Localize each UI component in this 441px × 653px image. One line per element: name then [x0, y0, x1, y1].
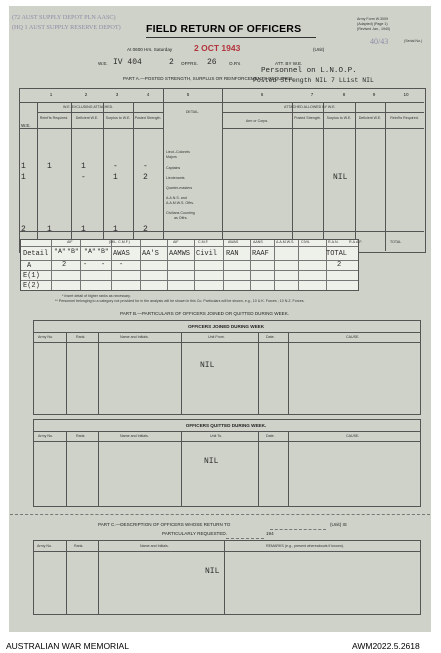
strip-head-aif-2: AIF	[173, 240, 179, 244]
note-1: * Insert detail of higher ranks as necessary.	[62, 294, 131, 298]
joined-title: OFFICERS JOINED DURING WEEK	[187, 324, 265, 329]
posted-strength-header: Posted Strength.	[294, 116, 321, 120]
col-rule	[355, 102, 356, 251]
rank-lieutenants: Lieutenants	[166, 176, 185, 180]
strip-total-a: 2	[337, 261, 342, 269]
attached-allowed-header: ATTACHED ALLOWED BY W.E.	[284, 105, 336, 109]
strip-head-aans: AANS	[253, 240, 263, 244]
rank-captains: Captains	[166, 166, 181, 170]
quitted-col	[258, 431, 259, 506]
row1-reinf: 1	[47, 162, 52, 171]
strip-a-val-3: -	[101, 261, 106, 269]
we-excluding-header: W.E. EXCLUDING ATTACHED.	[63, 105, 114, 109]
archive-id: AWM2022.5.2618	[352, 641, 420, 651]
row2-surplus: 1	[113, 173, 118, 182]
quitted-col-name: Name and Initials.	[120, 434, 149, 438]
quitted-rule	[33, 441, 420, 442]
part-c-requested: PARTICULARLY REQUESTED.	[162, 531, 228, 536]
part-c-unit-blank	[270, 529, 326, 530]
arm-corps-header: Arm or Corps.	[245, 119, 269, 123]
rank-aamws: A.A.M.W.S. Offrs.	[166, 201, 195, 205]
strip-col	[140, 240, 141, 290]
joined-col-rank: Rank.	[76, 335, 86, 339]
part-a-title: PART A.—POSTED STRENGTH, SURPLUS OR REINFORCEMENTS REQUIRED.	[123, 76, 294, 81]
total-deficient: 1	[81, 225, 86, 234]
rank-majors: Majors	[166, 155, 177, 159]
strip-rule	[21, 260, 358, 261]
part-b-title: PART B.—PARTICULARS OF OFFICERS JOINED OR QUITTED DURING WEEK.	[120, 311, 290, 316]
joined-col-army-no: Army No.	[38, 335, 53, 339]
form-title: FIELD RETURN OF OFFICERS	[146, 23, 302, 35]
serial-label: (Serial No.)	[404, 39, 423, 43]
strip-col	[80, 240, 81, 290]
joined-col-unit-from: Unit From.	[208, 335, 225, 339]
strip-detail-label: Detail	[23, 250, 49, 258]
strip-head-aif: AIF	[67, 240, 73, 244]
form-number: Army Form W.3009	[357, 17, 388, 21]
strip-col	[167, 240, 168, 290]
joined-rule	[33, 332, 420, 333]
strip-sub-awas: AWAS	[113, 250, 130, 258]
row1-posted: -	[143, 162, 148, 171]
strip-col	[326, 240, 327, 290]
att-by-we-label: ATT. BY W.E.	[275, 61, 303, 66]
subheader-rule	[37, 112, 163, 113]
reinf-required-header: Reinf'ts Required.	[39, 116, 69, 120]
strip-a-val-2: -	[83, 261, 88, 269]
we-value: IV 404	[113, 58, 142, 67]
col-num-8: 8	[342, 92, 346, 97]
return-date: 2 OCT 1943	[194, 43, 241, 53]
row2-we: 1	[21, 173, 26, 182]
part-c-rule	[33, 551, 420, 552]
col-rule	[71, 102, 72, 251]
archive-credit: AUSTRALIAN WAR MEMORIAL	[6, 641, 129, 651]
unit-stamp-line-2: (HQ 1 AUST SUPPLY RESERVE DEPOT)	[12, 24, 121, 31]
personnel-line: Personnel on L.N.O.P.	[261, 67, 357, 75]
strip-head-mil: (MIL. C.M.F.)	[109, 240, 130, 244]
part-c-col-name: Name and Initials.	[140, 544, 169, 548]
strip-col	[223, 240, 224, 290]
strip-head-ran: R.A.N.	[328, 240, 339, 244]
strip-sub-civil: Civil	[196, 250, 218, 258]
col-rule	[385, 102, 386, 251]
part-c-title: PART C.—DESCRIPTION OF OFFICERS WHOSE RETURN TO	[98, 522, 231, 527]
quitted-col	[288, 431, 289, 506]
joined-table	[33, 320, 421, 415]
strip-head-aamws: A.A.M.W.S.	[276, 240, 295, 244]
strip-sub-b1: "B"	[67, 248, 79, 255]
strip-head-raaf: R.A.A.F.	[349, 240, 363, 244]
quitted-table	[33, 419, 421, 507]
serial-number: 40/43	[370, 37, 389, 46]
col-rule	[133, 102, 134, 251]
rank-civilians: Civilians Counting	[166, 211, 195, 215]
offrs-label: OFFRS.	[181, 61, 198, 66]
part-c-col	[98, 540, 99, 614]
total-reinf: 1	[47, 225, 52, 234]
strip-rule	[21, 246, 358, 247]
quitted-col	[66, 431, 67, 506]
joined-col	[288, 332, 289, 414]
strip-head-cmf: C.M.F.	[198, 240, 209, 244]
quitted-nil: NIL	[204, 457, 219, 466]
total-we: 2	[21, 225, 26, 234]
part-c-date-blank	[226, 538, 264, 539]
col-rule	[37, 102, 38, 251]
posted-strength-line: Posted Strength NIL 7 LList NIL	[253, 77, 374, 84]
deficient-header: Deficient W.E.	[75, 116, 99, 120]
rank-civilians-cont: as Offrs.	[174, 216, 188, 220]
strip-sub-b2: "B"	[97, 248, 109, 255]
quitted-col	[181, 431, 182, 506]
posted-header: Posted Strength.	[134, 116, 162, 120]
strip-head-civil: CIVIL	[301, 240, 310, 244]
quitted-col-cause: CAUSE.	[346, 434, 360, 438]
part-c-col-army-no: Army No.	[37, 544, 52, 548]
rank-lieut-colonels: Lieut.-Colonels	[166, 150, 190, 154]
strip-sub-aas: AA'S	[142, 250, 159, 258]
strip-row-e1: E(1)	[23, 272, 40, 280]
total-posted: 2	[143, 225, 148, 234]
col-num-7: 7	[310, 92, 314, 97]
joined-col-cause: CAUSE.	[346, 335, 360, 339]
detail-header: DETAIL.	[185, 110, 200, 114]
strip-col	[194, 240, 195, 290]
total-surplus: 1	[113, 225, 118, 234]
part-c-unit-label: (Unit) IS	[330, 522, 347, 527]
strip-col	[274, 240, 275, 290]
we-count: 2	[169, 58, 174, 67]
strip-a-val-4: -	[119, 261, 124, 269]
title-underline	[146, 37, 316, 38]
row1-we: 1	[21, 162, 26, 171]
strip-head-awas: AWAS	[228, 240, 239, 244]
part-c-nil: NIL	[205, 567, 220, 576]
header-bottom-rule	[222, 128, 424, 129]
strip-row-a: A	[27, 262, 32, 270]
strip-sub-a2: "A"	[84, 248, 96, 255]
quitted-title: OFFICERS QUITTED DURING WEEK.	[185, 423, 267, 428]
col-num-10: 10	[403, 92, 409, 97]
part-c-col	[224, 540, 225, 614]
quitted-rule	[33, 431, 420, 432]
row2-posted: 2	[143, 173, 148, 182]
subheader-rule	[222, 112, 424, 113]
col-num-6: 6	[260, 92, 264, 97]
row1-deficient: 1	[81, 162, 86, 171]
quitted-col-date: Date.	[266, 434, 275, 438]
strip-sub-aamws: AAMWS	[169, 250, 191, 258]
unit-stamp-line-1: (72 AUST SUPPLY DEPOT PLN AASC)	[12, 14, 116, 21]
col-num-9: 9	[372, 92, 376, 97]
joined-col	[181, 332, 182, 414]
strip-sub-raaf: RAAF	[252, 250, 269, 258]
col-rule	[292, 102, 293, 251]
note-2: ** Personnel belonging to a category not provided for in the analysis will be shown in this Co. Particulars will be shown, e.g., 10 U.K. Forces ; 10 N.Z. Forces.	[55, 299, 305, 303]
attached-nil: NIL	[333, 173, 348, 182]
joined-rule	[33, 342, 420, 343]
offrs-value: 26	[207, 58, 217, 67]
joined-col	[98, 332, 99, 414]
reinf-header-2: Reinf'ts Required.	[390, 116, 419, 120]
joined-col-date: Date.	[266, 335, 275, 339]
rank-quartermasters: Quarter-masters	[166, 186, 193, 190]
strip-rule	[21, 280, 358, 281]
analysis-strip	[20, 239, 363, 291]
form-adapted: (Adapted) (Page 1)	[357, 22, 388, 26]
row1-surplus: -	[113, 162, 118, 171]
strip-sub-a1: "A"	[54, 248, 66, 255]
quitted-col-unit-to: Unit To.	[210, 434, 223, 438]
joined-col	[66, 332, 67, 414]
col-num-5: 5	[186, 92, 190, 97]
joined-col-name: Name and Initials.	[120, 335, 149, 339]
strip-sub-ran: RAN	[226, 250, 239, 258]
form-revised: (Revised Jan., 1940)	[357, 27, 391, 31]
quitted-col-rank: Rank.	[76, 434, 86, 438]
we-label: W.E.	[98, 61, 108, 66]
ors-label: O.R's	[229, 61, 241, 66]
strip-row-e2: E(2)	[23, 282, 40, 290]
col-rule	[103, 102, 104, 251]
col-rule	[323, 102, 324, 251]
header-bottom-rule	[19, 128, 163, 129]
perforation-line	[10, 514, 430, 515]
surplus-header-2: Surplus to W.E.	[326, 116, 352, 120]
strip-total-head: TOTAL	[390, 240, 402, 244]
strip-sub-total: TOTAL	[326, 250, 348, 258]
col-num-1: 1	[49, 92, 53, 97]
strip-col	[51, 240, 52, 290]
surplus-header: Surplus to W.E.	[105, 116, 131, 120]
form-sheet	[9, 6, 431, 632]
part-c-year: 194	[266, 531, 274, 536]
deficient-header-2: Deficient W.E.	[358, 116, 382, 120]
part-c-col-remarks: REMARKS (e.g., present whereabouts if known).	[266, 544, 344, 548]
strip-a-val-1: 2	[62, 261, 67, 269]
we-col-header: W.E.	[21, 123, 31, 128]
strip-rule	[21, 270, 358, 271]
unit-label: (Unit)	[313, 47, 325, 52]
at-hours-label: At 0600 Hrs. Saturday	[127, 47, 173, 52]
strip-col	[250, 240, 251, 290]
strip-col	[111, 240, 112, 290]
col-num-2: 2	[84, 92, 88, 97]
strip-col	[298, 240, 299, 290]
joined-col	[258, 332, 259, 414]
part-c-col-rank: Rank.	[74, 544, 84, 548]
row2-deficient: -	[81, 173, 86, 182]
quitted-col-army-no: Army No.	[38, 434, 53, 438]
joined-nil: NIL	[200, 361, 215, 370]
col-num-3: 3	[115, 92, 119, 97]
rank-aans: A.A.N.S. and	[166, 196, 187, 200]
col-num-4: 4	[146, 92, 150, 97]
part-c-col	[66, 540, 67, 614]
quitted-col	[98, 431, 99, 506]
